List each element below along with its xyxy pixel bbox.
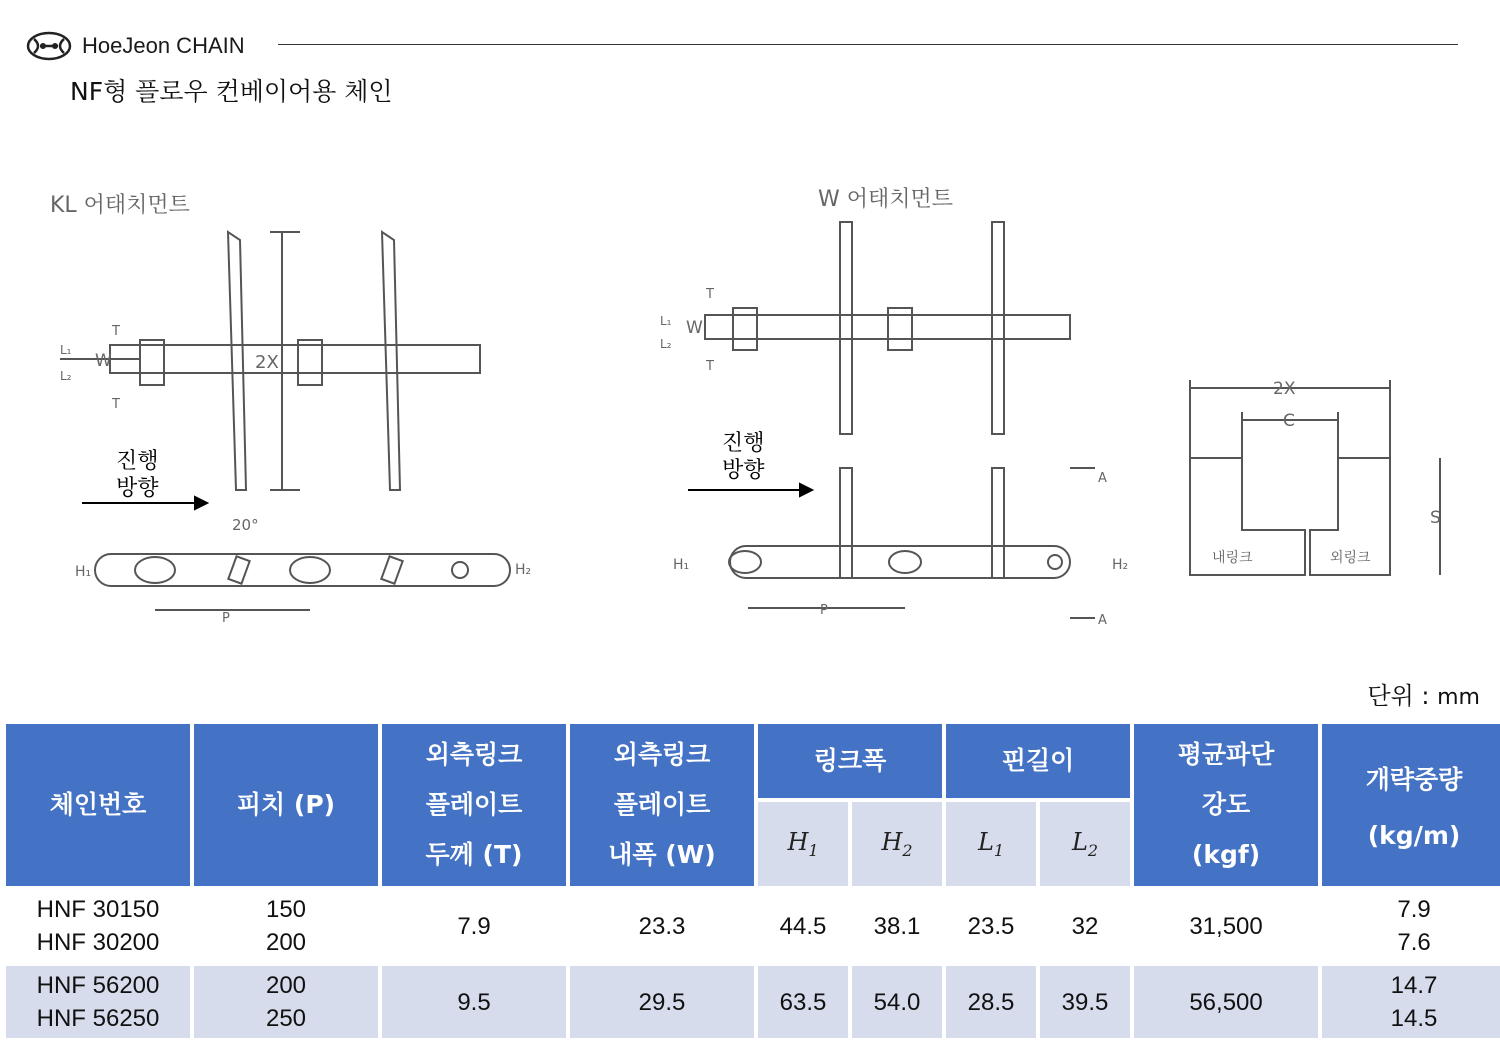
cell-chain-no: HNF 56200 HNF 56250 — [6, 966, 190, 1038]
subheader-l2: $L_2$ — [1040, 802, 1130, 886]
dim-h1-kl: H₁ — [75, 564, 92, 580]
section-a-bottom: A — [1098, 613, 1107, 628]
cell-chain-no: HNF 30150 HNF 30200 — [6, 890, 190, 962]
cell-t: 9.5 — [382, 966, 566, 1038]
cell-l2: 32 — [1040, 890, 1130, 962]
cell-strength: 56,500 — [1134, 966, 1318, 1038]
section-a-top: A — [1098, 471, 1107, 486]
dim-h2-kl: H₂ — [515, 562, 532, 578]
direction-text-left-1: 진행 — [116, 449, 159, 474]
header-weight: 개략중량 (kg/m) — [1322, 724, 1500, 886]
dim-2x-section: 2X — [1273, 379, 1296, 399]
subheader-h1: $H_1$ — [758, 802, 848, 886]
dim-h2-w: H₂ — [1112, 557, 1129, 573]
dim-l2-kl: L₂ — [60, 369, 72, 383]
table-row — [6, 966, 1500, 1038]
dim-t-kl-top: T — [112, 324, 120, 339]
cell-w: 23.3 — [570, 890, 754, 962]
dim-p-w: P — [820, 603, 828, 618]
dim-w-w: W — [686, 318, 703, 338]
cell-pitch: 150 200 — [194, 890, 378, 962]
cell-h1: 63.5 — [758, 966, 848, 1038]
header-strength: 평균파단 강도 (kgf) — [1134, 724, 1318, 886]
header-pitch: 피치 (P) — [194, 724, 378, 886]
cell-l1: 28.5 — [946, 966, 1036, 1038]
table-row — [6, 890, 1500, 962]
header-rule — [278, 44, 1458, 45]
brand — [26, 26, 245, 66]
dim-angle-kl: 20° — [232, 516, 259, 534]
cell-h2: 54.0 — [852, 966, 942, 1038]
brand-name: HoeJeon CHAIN — [82, 33, 245, 58]
unit-label: 단위 : mm — [1367, 682, 1480, 710]
direction-text-right-1: 진행 — [722, 431, 765, 456]
page-title: NF형 플로우 컨베이어용 체인 — [70, 77, 393, 106]
chain-drawing — [0, 170, 1500, 650]
cell-h2: 38.1 — [852, 890, 942, 962]
cell-pitch: 200 250 — [194, 966, 378, 1038]
dim-l1-kl: L₁ — [60, 343, 72, 357]
cell-w: 29.5 — [570, 966, 754, 1038]
subheader-l1: $L_1$ — [946, 802, 1036, 886]
spec-table — [2, 720, 1500, 1042]
dim-2x-kl: 2X — [255, 352, 279, 373]
cell-t: 7.9 — [382, 890, 566, 962]
dim-t-kl-bottom: T — [112, 397, 120, 412]
cell-strength: 31,500 — [1134, 890, 1318, 962]
cell-l2: 39.5 — [1040, 966, 1130, 1038]
hoejeon-chain-logo — [26, 31, 72, 61]
dim-c-section: C — [1283, 411, 1295, 431]
dim-l2-w: L₂ — [660, 337, 672, 351]
cell-weight: 14.7 14.5 — [1322, 966, 1500, 1038]
cell-weight: 7.9 7.6 — [1322, 890, 1500, 962]
dim-h1-w: H₁ — [673, 557, 690, 573]
dim-p-kl: P — [222, 611, 230, 626]
subheader-h2: $H_2$ — [852, 802, 942, 886]
cell-l1: 23.5 — [946, 890, 1036, 962]
header-link-width: 링크폭 — [758, 724, 942, 798]
cell-h1: 44.5 — [758, 890, 848, 962]
outer-link-label: 외링크 — [1330, 550, 1371, 566]
unit-value: mm — [1437, 685, 1480, 710]
direction-text-right-2: 방향 — [722, 458, 765, 483]
header-inner-width: 외측링크 플레이트 내폭 (W) — [570, 724, 754, 886]
dim-s-section: S — [1430, 508, 1441, 528]
dim-l1-w: L₁ — [660, 314, 672, 328]
w-attachment-label: W 어태치먼트 — [818, 187, 954, 212]
dim-t-w-bottom: T — [706, 359, 714, 374]
direction-text-left-2: 방향 — [116, 476, 159, 501]
dim-t-w-top: T — [706, 287, 714, 302]
kl-attachment-label: KL 어태치먼트 — [50, 193, 190, 218]
header-thickness: 외측링크 플레이트 두께 (T) — [382, 724, 566, 886]
dim-w-kl: W — [95, 351, 112, 371]
header-chain-no: 체인번호 — [6, 724, 190, 886]
header-pin-length: 핀길이 — [946, 724, 1130, 798]
inner-link-label: 내링크 — [1212, 550, 1253, 566]
